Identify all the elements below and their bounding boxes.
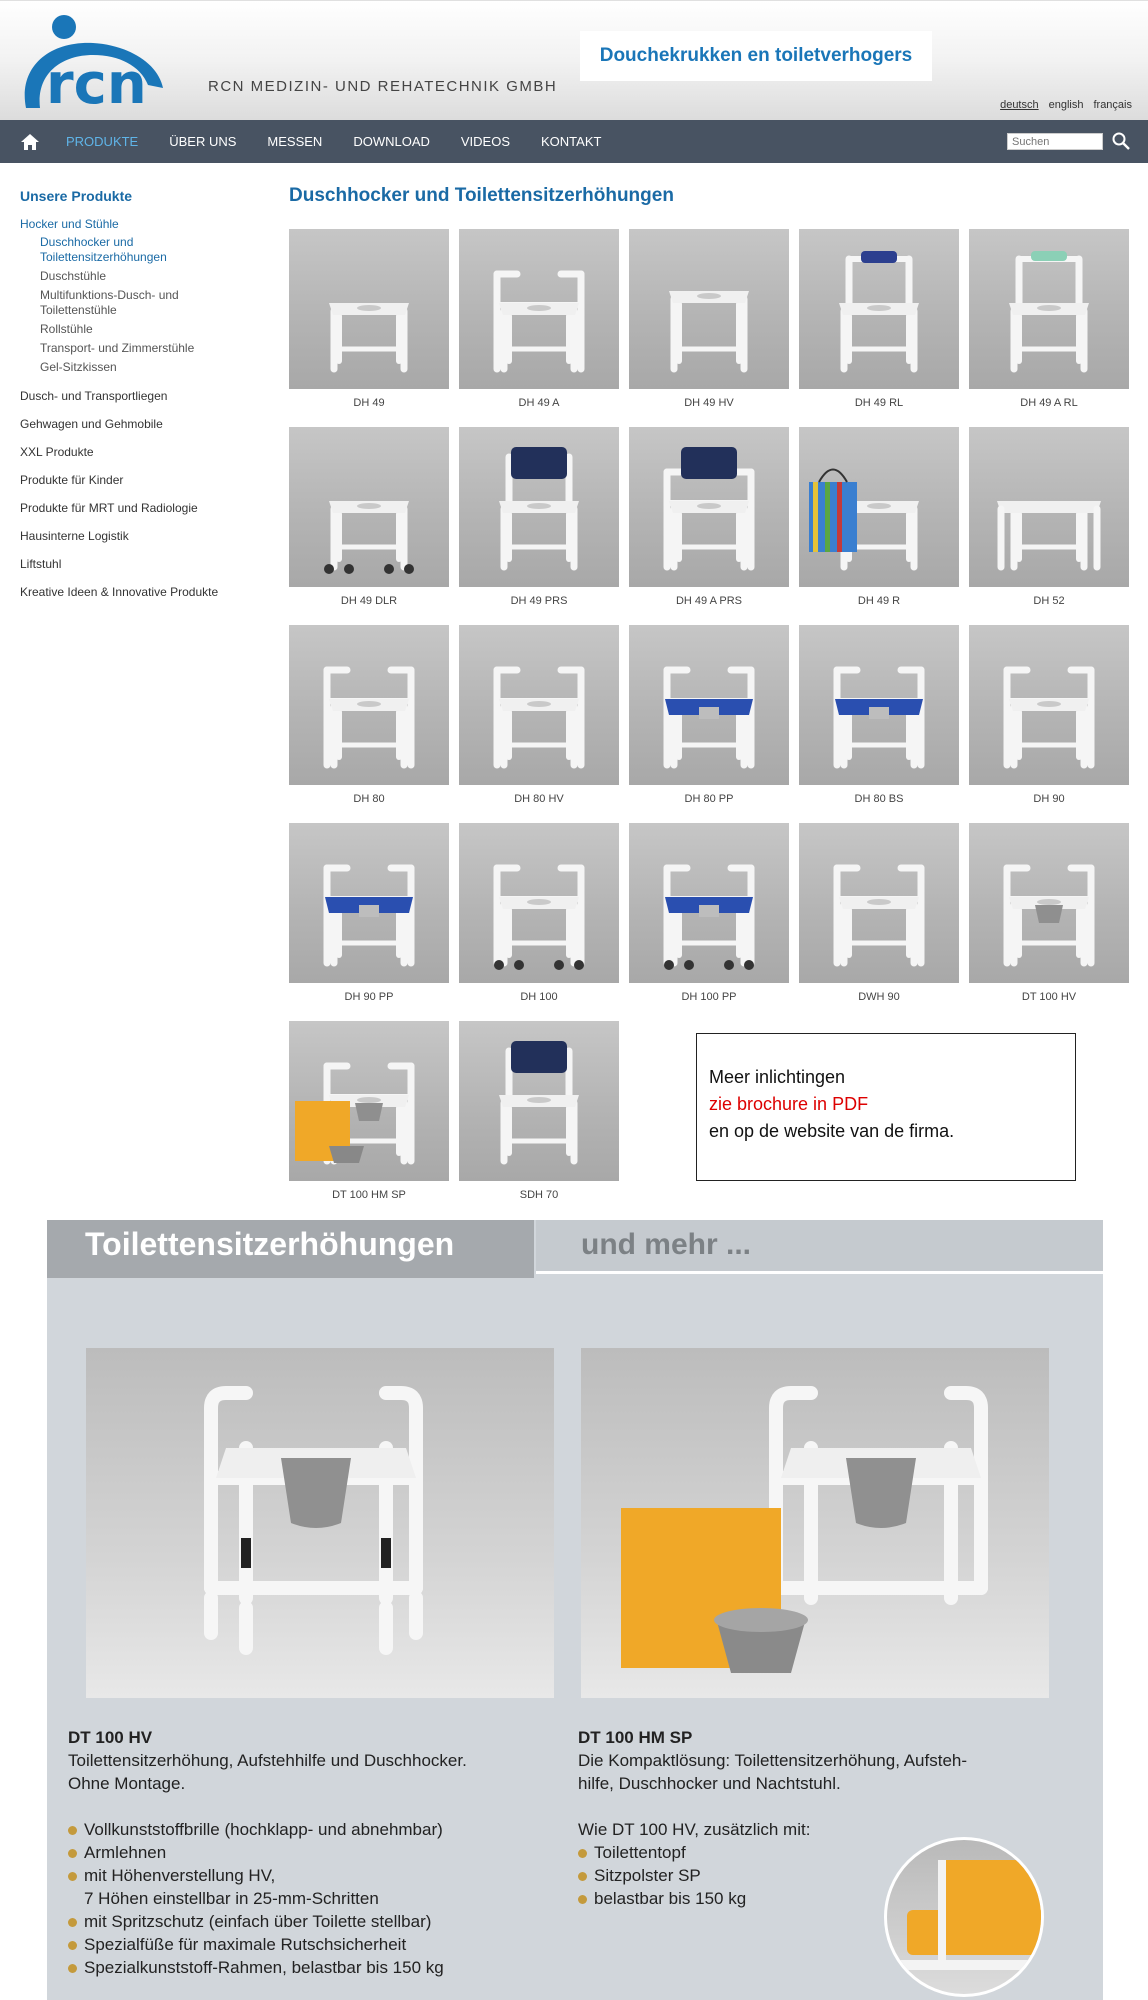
product-tile[interactable] <box>799 625 959 823</box>
product-caption[interactable]: DH 49 HV <box>684 397 734 409</box>
product-caption[interactable]: DH 49 A RL <box>1020 397 1078 409</box>
product-caption[interactable]: DT 100 HV <box>1021 991 1077 1003</box>
info-line-1: Meer inlichtingen <box>709 1067 846 1087</box>
product-tile[interactable] <box>459 427 619 625</box>
company-name: RCN MEDIZIN- UND REHATECHNIK GMBH <box>208 78 558 95</box>
feature-bullet-continued: 7 Höhen einstellbar in 25-mm-Schritten <box>84 1889 379 1908</box>
product-image[interactable] <box>799 823 959 983</box>
language-switch <box>1000 99 1132 111</box>
product-image[interactable] <box>799 625 959 785</box>
product-tile[interactable] <box>459 1021 619 1219</box>
feature-bullet: belastbar bis 150 kg <box>578 1887 967 1910</box>
brochure-image <box>47 1220 1103 2000</box>
nav-videos[interactable]: VIDEOS <box>460 134 511 149</box>
product-caption[interactable]: DH 100 <box>520 991 558 1003</box>
product-image[interactable] <box>459 229 619 389</box>
product-tile[interactable] <box>459 823 619 1021</box>
product-caption[interactable]: DH 80 <box>353 793 385 805</box>
header-banner: Douchekrukken en toiletverhogers <box>580 31 932 81</box>
product-image[interactable] <box>459 823 619 983</box>
feature-bullet: Vollkunststoffbrille (hochklapp- und abnehmbar) <box>68 1818 467 1841</box>
feature-bullet: Armlehnen <box>68 1841 467 1864</box>
header <box>0 0 1148 120</box>
product-caption[interactable]: DWH 90 <box>858 991 900 1003</box>
sidebar-category[interactable]: Produkte für MRT und Radiologie <box>20 501 198 515</box>
photo-dt-100-hv <box>86 1348 554 1698</box>
rcn-logo[interactable] <box>18 13 163 113</box>
product-caption[interactable]: DH 49 DLR <box>340 595 398 607</box>
nav-download[interactable]: DOWNLOAD <box>353 134 430 149</box>
sidebar-category[interactable]: Liftstuhl <box>20 557 62 571</box>
home-icon[interactable] <box>20 133 40 151</box>
desc-intro: Wie DT 100 HV, zusätzlich mit: <box>578 1820 811 1839</box>
brochure-heading-right: und mehr ... <box>536 1220 1103 1274</box>
product-caption[interactable]: DH 80 HV <box>514 793 564 805</box>
product-image[interactable] <box>629 229 789 389</box>
product-tile[interactable] <box>969 625 1129 823</box>
search-icon[interactable] <box>1112 132 1130 150</box>
sidebar-category[interactable]: Kreative Ideen & Innovative Produkte <box>20 585 219 599</box>
desc-line: Die Kompaktlösung: Toilettensitzerhöhung, Aufsteh- <box>578 1751 968 1770</box>
product-tile[interactable] <box>289 229 449 427</box>
product-caption[interactable]: DH 52 <box>1033 595 1065 607</box>
logo-text: rcn <box>46 52 147 113</box>
product-name-dt-100-hm-sp: DT 100 HM SP <box>578 1728 693 1747</box>
cushion-detail-photo <box>884 1837 1044 1997</box>
feature-bullet: Spezialkunststoff-Rahmen, belastbar bis 150 kg <box>68 1956 467 1979</box>
sidebar-sub-duschstuehle[interactable]: Duschstühle <box>40 269 107 283</box>
sidebar-category-hocker[interactable]: Hocker und Stühle <box>20 217 119 231</box>
product-tile[interactable] <box>629 625 789 823</box>
product-image[interactable] <box>629 823 789 983</box>
sidebar-sub-rollstuehle[interactable]: Rollstühle <box>40 322 93 336</box>
feature-bullet: Sitzpolster SP <box>578 1864 967 1887</box>
sidebar-category[interactable]: Dusch- und Transportliegen <box>20 389 168 403</box>
lang-deutsch[interactable]: deutsch <box>1000 99 1039 111</box>
feature-bullet: mit Höhenverstellung HV, <box>68 1864 467 1887</box>
product-caption[interactable]: DH 49 PRS <box>510 595 568 607</box>
product-image[interactable] <box>459 427 619 587</box>
product-image[interactable] <box>289 823 449 983</box>
info-box <box>696 1033 1076 1181</box>
brochure-pdf-link[interactable]: zie brochure in PDF <box>709 1094 869 1114</box>
product-image[interactable] <box>459 625 619 785</box>
product-tile[interactable] <box>629 427 789 625</box>
product-tile[interactable] <box>969 229 1129 427</box>
nav-ueber-uns[interactable]: ÜBER UNS <box>169 134 237 149</box>
sidebar <box>20 188 260 613</box>
product-tile[interactable] <box>969 823 1129 1021</box>
product-caption[interactable]: DH 49 RL <box>854 397 904 409</box>
product-image[interactable] <box>629 625 789 785</box>
feature-bullet: mit Spritzschutz (einfach über Toilette stellbar) <box>68 1910 467 1933</box>
product-caption[interactable]: DH 80 BS <box>854 793 904 805</box>
product-image[interactable] <box>969 229 1129 389</box>
product-image[interactable] <box>969 427 1129 587</box>
product-caption[interactable]: DH 80 PP <box>684 793 734 805</box>
product-caption[interactable]: DH 49 A PRS <box>675 595 743 607</box>
desc-line: Toilettensitzerhöhung, Aufstehhilfe und Duschhocker. <box>68 1751 467 1770</box>
nav-kontakt[interactable]: KONTAKT <box>541 134 602 149</box>
nav-produkte[interactable]: PRODUKTE <box>66 134 139 149</box>
feature-bullet: Toilettentopf <box>578 1841 967 1864</box>
product-caption[interactable]: DH 49 <box>353 397 385 409</box>
photo-dt-100-hm-sp <box>581 1348 1049 1698</box>
nav-messen[interactable]: MESSEN <box>267 134 323 149</box>
product-image[interactable] <box>289 1021 449 1181</box>
info-line-3: en op de website van de firma. <box>709 1121 955 1141</box>
product-image[interactable] <box>799 427 959 587</box>
product-image[interactable] <box>289 229 449 389</box>
brochure-heading-left: Toilettensitzerhöhungen <box>47 1220 534 1278</box>
sidebar-category[interactable]: Produkte für Kinder <box>20 473 124 487</box>
product-tile[interactable] <box>459 229 619 427</box>
product-tile[interactable] <box>459 625 619 823</box>
product-caption[interactable]: SDH 70 <box>519 1189 559 1201</box>
desc-line: hilfe, Duschhocker und Nachtstuhl. <box>578 1774 841 1793</box>
sidebar-sub-transport[interactable]: Transport- und Zimmerstühle <box>40 341 195 355</box>
product-caption[interactable]: DH 49 A <box>518 397 560 409</box>
product-image[interactable] <box>969 823 1129 983</box>
sidebar-sub-gel[interactable]: Gel-Sitzkissen <box>40 360 117 374</box>
product-tile[interactable] <box>799 229 959 427</box>
product-image[interactable] <box>459 1021 619 1181</box>
product-caption[interactable]: DH 90 <box>1033 793 1065 805</box>
product-tile[interactable] <box>289 625 449 823</box>
product-tile[interactable] <box>969 427 1129 625</box>
lang-francais[interactable]: français <box>1093 99 1132 111</box>
product-image[interactable] <box>289 625 449 785</box>
product-caption[interactable]: DH 100 PP <box>681 991 737 1003</box>
sidebar-sub-duschhocker[interactable]: Duschhocker und Toilettensitzerhöhungen <box>40 235 167 264</box>
page-title: Duschhocker und Toilettensitzerhöhungen <box>289 185 674 206</box>
product-image[interactable] <box>969 625 1129 785</box>
product-tile[interactable] <box>629 229 789 427</box>
sidebar-category[interactable]: Gehwagen und Gehmobile <box>20 417 163 431</box>
feature-bullet: Spezialfüße für maximale Rutschsicherheit <box>68 1933 467 1956</box>
sidebar-category[interactable]: XXL Produkte <box>20 445 94 459</box>
product-image[interactable] <box>289 427 449 587</box>
product-tile[interactable] <box>289 427 449 625</box>
search-input[interactable] <box>1007 133 1103 150</box>
main-nav <box>0 120 1148 163</box>
product-caption[interactable]: DH 49 R <box>857 595 901 607</box>
sidebar-category[interactable]: Hausinterne Logistik <box>20 529 129 543</box>
sidebar-title: Unsere Produkte <box>20 188 133 204</box>
sidebar-sub-multifunktion[interactable]: Multifunktions-Dusch- und Toilettenstühle <box>40 288 179 317</box>
product-tile[interactable] <box>289 1021 449 1219</box>
product-image[interactable] <box>799 229 959 389</box>
product-tile[interactable] <box>799 823 959 1021</box>
product-name-dt-100-hv: DT 100 HV <box>68 1728 153 1747</box>
brochure-left-text <box>68 1726 467 1979</box>
product-image[interactable] <box>629 427 789 587</box>
product-caption[interactable]: DH 90 PP <box>344 991 394 1003</box>
product-tile[interactable] <box>629 823 789 1021</box>
desc-line: Ohne Montage. <box>68 1774 186 1793</box>
lang-english[interactable]: english <box>1048 99 1084 111</box>
product-caption[interactable]: DT 100 HM SP <box>332 1189 406 1201</box>
product-tile[interactable] <box>799 427 959 625</box>
product-tile[interactable] <box>289 823 449 1021</box>
